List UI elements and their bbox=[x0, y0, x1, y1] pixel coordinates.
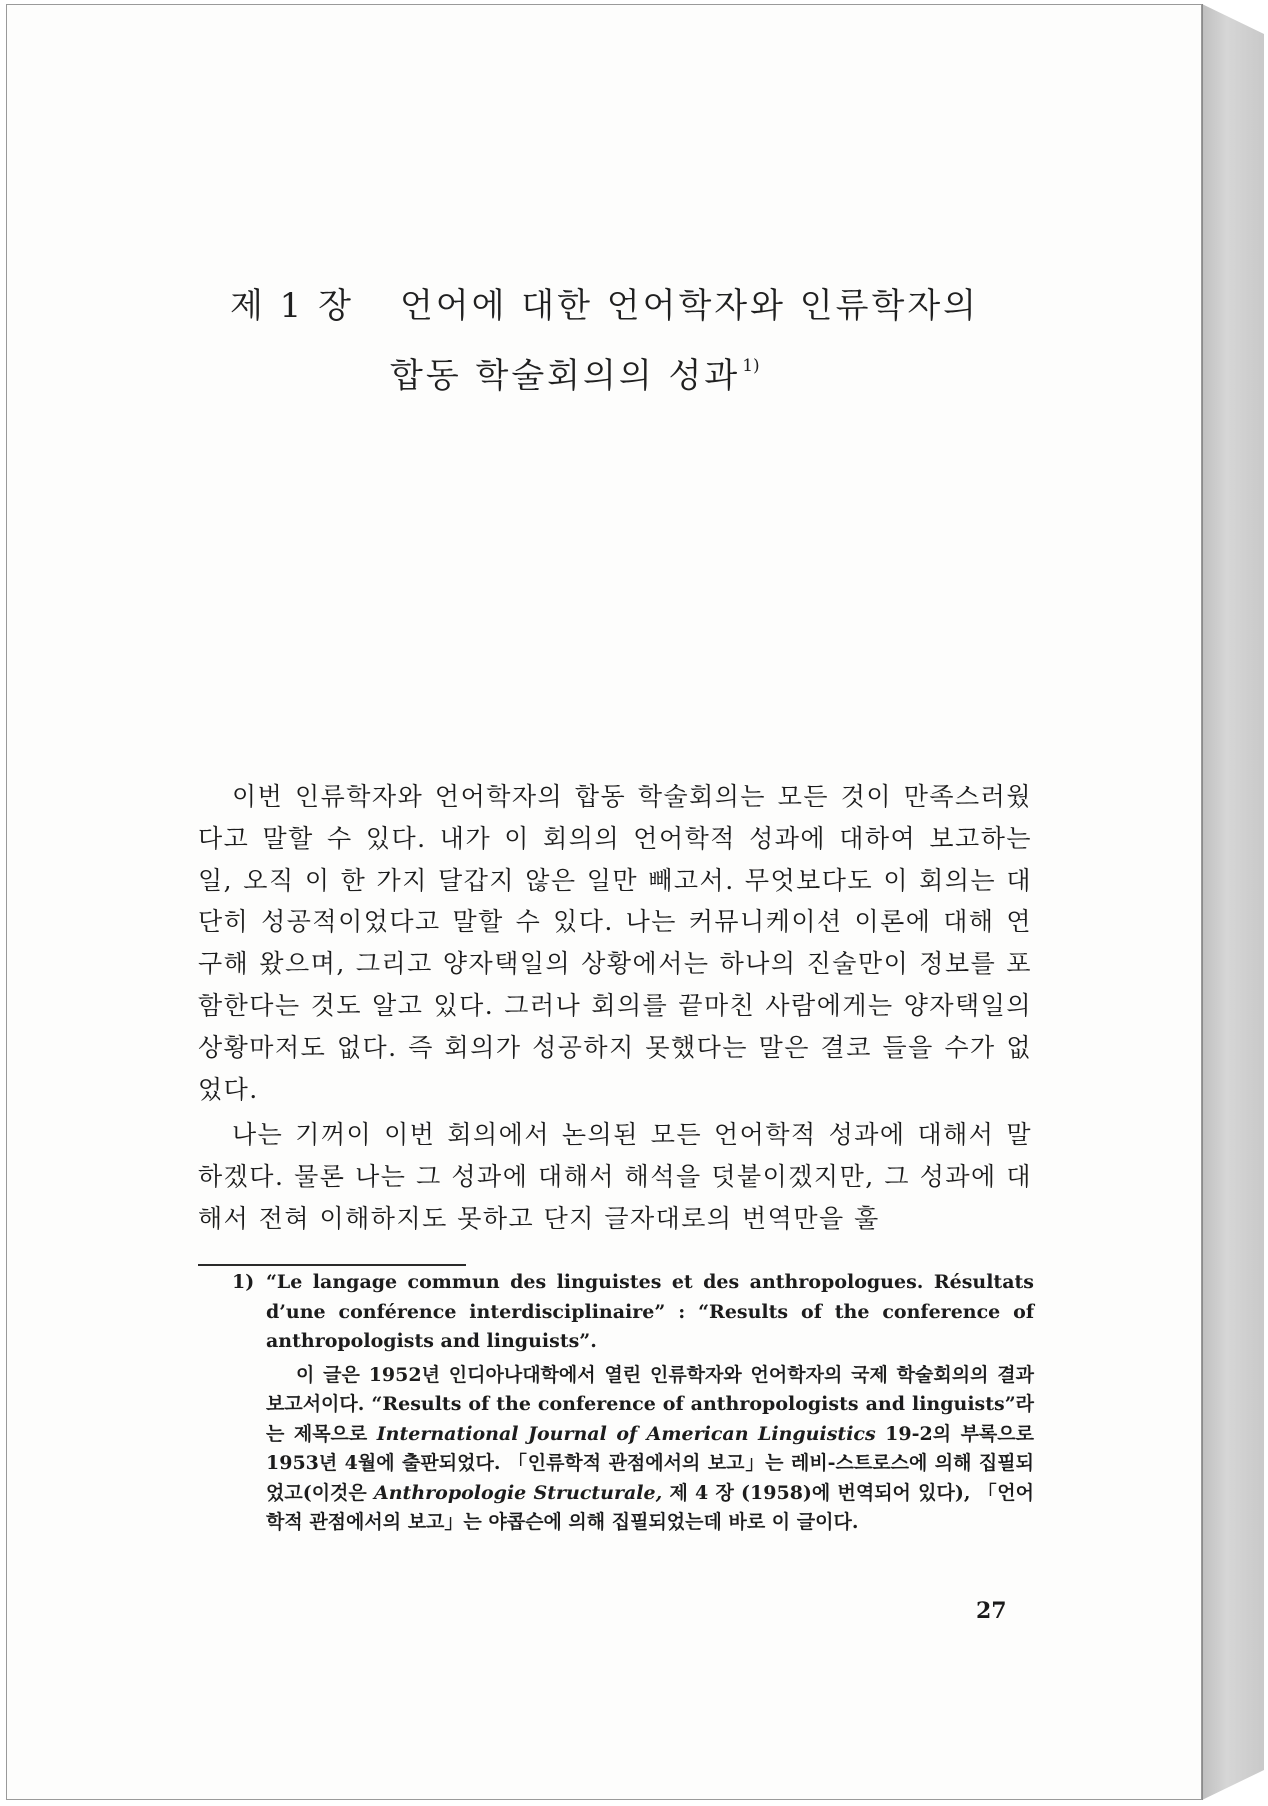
footnote-text-b: 19-2의 부록으로 1953년 4월에 출판되었다. 「인류학적 관점에서의 보고」는 레비-스트로스에 의해 집필되었고(이것은 bbox=[266, 1422, 1034, 1504]
page-number: 27 bbox=[976, 1598, 1007, 1624]
footnote-separator bbox=[198, 1264, 466, 1266]
chapter-title-line-1 bbox=[230, 276, 1050, 336]
body-paragraph: 나는 기꺼이 이번 회의에서 논의된 모든 언어학적 성과에 대해서 말하겠다. 물론 나는 그 성과에 대해서 해석을 덧붙이겠지만, 그 성과에 대해서 전혀 이해하지도 못하고 단지 글자대로의 번역만을 훌 bbox=[198, 1120, 1032, 1233]
footnotes bbox=[232, 1268, 1034, 1538]
footnote-book-title: Anthropologie Structurale, bbox=[374, 1481, 663, 1504]
footnote-item bbox=[232, 1268, 1034, 1357]
body-text bbox=[198, 776, 1032, 1240]
footnote-marker: 1) bbox=[232, 1271, 255, 1293]
chapter-heading bbox=[230, 276, 1050, 406]
page-edge-line bbox=[1202, 4, 1203, 1800]
chapter-title-first: 언어에 대한 언어학자와 인류학자의 bbox=[399, 286, 980, 326]
footnote-text-a: 이 글은 1952년 인디아나대학에서 열린 인류학자와 언어학자의 국제 학술회의의 결과 보고서이다. “Results of the conference of anthropologists and linguists”라는 제목으로 bbox=[266, 1363, 1034, 1445]
chapter-title-second: 합동 학술회의의 성과 bbox=[390, 356, 741, 396]
chapter-number: 제 1 장 bbox=[230, 286, 354, 326]
body-paragraph: 이번 인류학자와 언어학자의 합동 학술회의는 모든 것이 만족스러웠다고 말할 수 있다. 내가 이 회의의 언어학적 성과에 대하여 보고하는 일, 오직 이 한 가지 달갑지 않은 일만 빼고서. 무엇보다도 이 회의는 대단히 성공적이었다고 말할 수 있다. 나는 커뮤니케이션 이론에 대해 연구해 왔으며, 그리고 양자택일의 상황에서는 하나의 진술만이 정보를 포함한다는 것도 알고 있다. 그러나 회의를 끝마친 사람에게는 양자택일의 상황마저도 없다. 즉 회의가 성공하지 못했다는 말은 결코 들을 수가 없었다. bbox=[198, 782, 1032, 1104]
footnote-reference[interactable]: 1) bbox=[742, 356, 760, 376]
footnote-paragraph bbox=[232, 1361, 1034, 1538]
footnote-citation: “Le langage commun des linguistes et des anthropologues. Résultats d’une conférence interdisciplinaire” : “Results of the conference of anthropologists and linguists”. bbox=[266, 1271, 1034, 1352]
footnote-journal-title: International Journal of American Linguistics bbox=[376, 1422, 876, 1445]
footnote-text-c: 제 4 장 (1958)에 번역되어 있다), 「언어학적 관점에서의 보고」는 야콥슨에 의해 집필되었는데 바로 이 글이다. bbox=[266, 1481, 1034, 1533]
page-stack-edge bbox=[1202, 4, 1264, 1800]
chapter-title-line-2 bbox=[230, 336, 1050, 406]
